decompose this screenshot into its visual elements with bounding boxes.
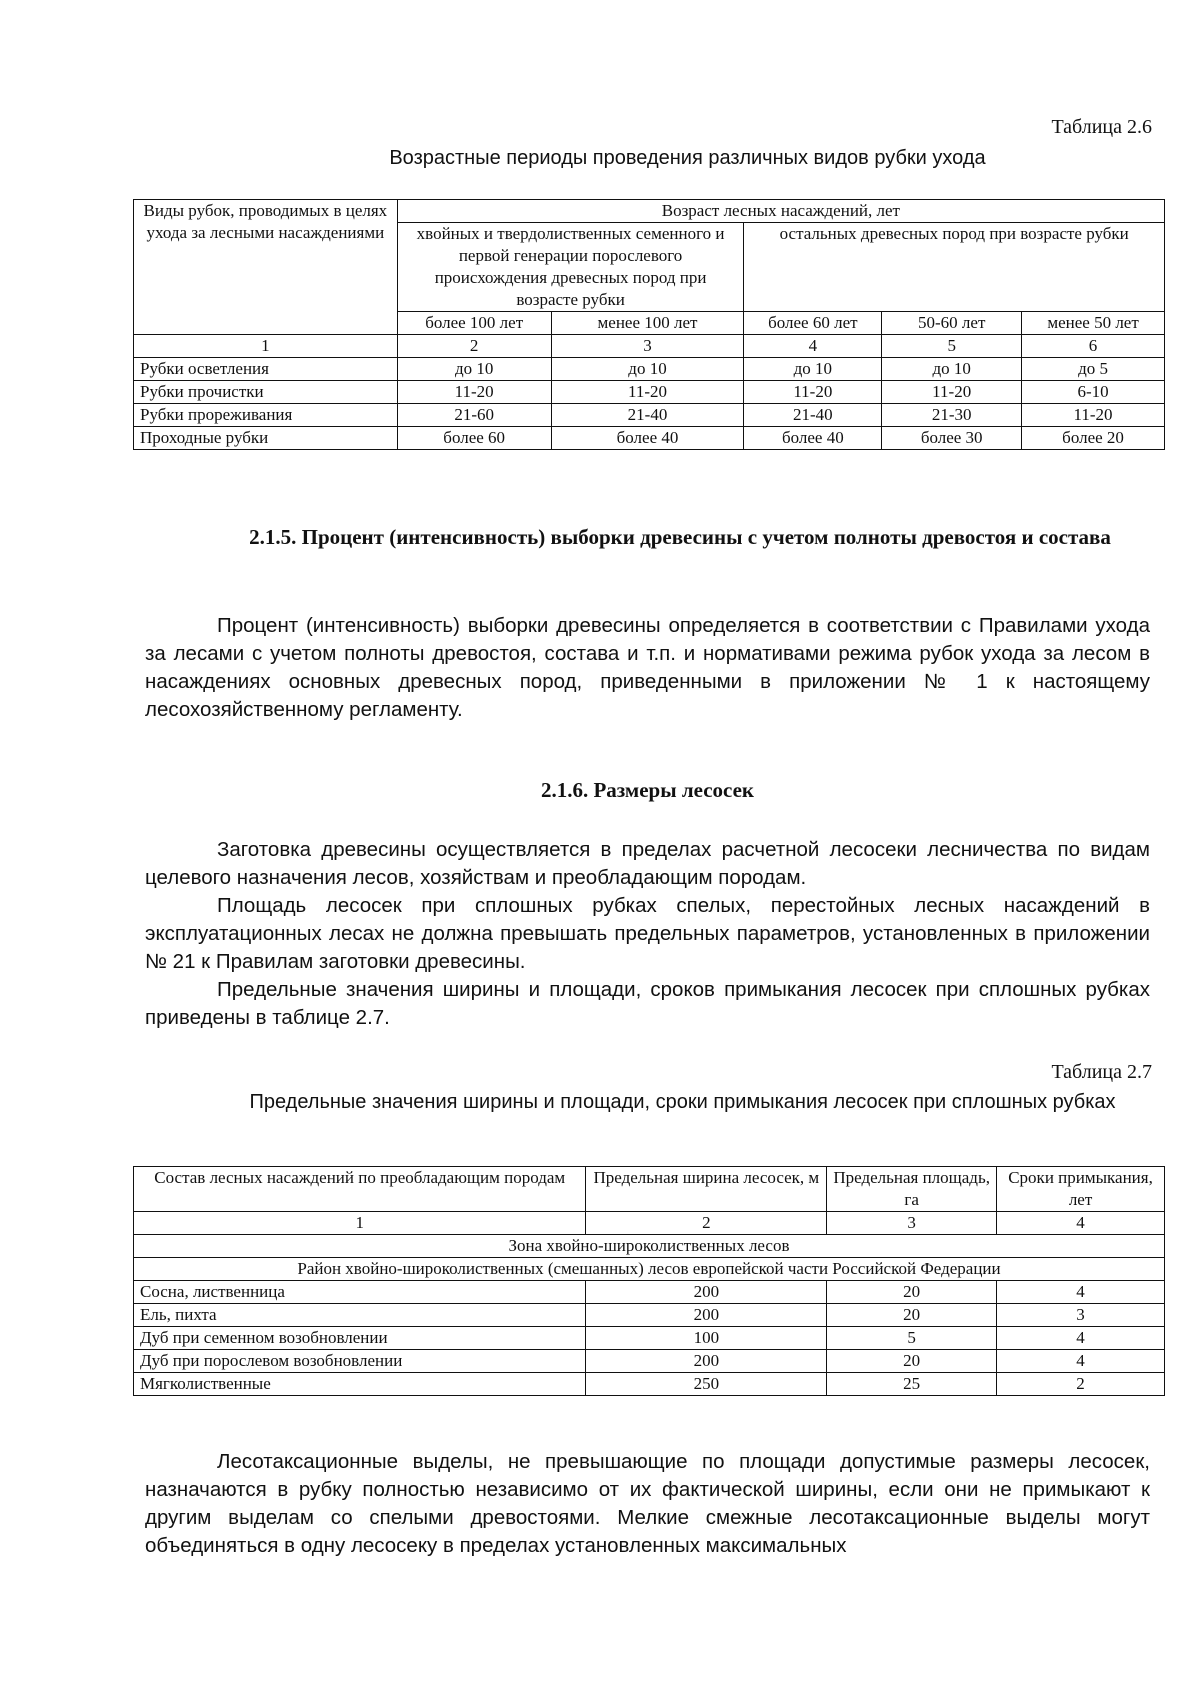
t26-header-c5: 50-60 лет [882,312,1022,335]
table-row [134,1281,1165,1304]
table-2-7-label: Таблица 2.7 [1051,1061,1152,1083]
t27-cell: Мягколиственные [134,1373,586,1396]
t26-num: 3 [551,335,744,358]
t26-cell: 11-20 [1022,404,1165,427]
paragraph-text: Процент (интенсивность) выборки древесины определяется в соответствии с Правилами ухода за лесами с учетом полноты древостоя, состава и т.п. и нормативами режима рубок ухода за лесом в насаждениях основных древесных пород, приведенными в приложении № 1 к настоящему лесохозяйственному регламенту. [145,614,1150,721]
t26-header-c3: менее 100 лет [551,312,744,335]
t26-cell: 11-20 [551,381,744,404]
t27-cell: 200 [586,1281,827,1304]
t26-number-row [134,335,1165,358]
t26-cell: до 10 [882,358,1022,381]
t27-cell: 3 [997,1304,1165,1327]
table-row [134,1327,1165,1350]
closing-paragraph [145,1448,1150,1560]
table-row [134,381,1165,404]
t27-cell: 2 [997,1373,1165,1396]
t26-cell: до 10 [397,358,551,381]
t27-cell: 200 [586,1350,827,1373]
t27-cell: 25 [827,1373,997,1396]
t26-cell: 6-10 [1022,381,1165,404]
t26-header-c2: более 100 лет [397,312,551,335]
t26-cell: более 40 [551,427,744,450]
t26-header-conifer: хвойных и твердолиственных семенного и первой генерации порослевого происхождения древесных пород при возрасте рубки [397,223,744,312]
t27-region-row: Район хвойно-широколиственных (смешанных) лесов европейской части Российской Федерации [134,1258,1165,1281]
table-2-6 [133,199,1165,450]
t26-cell: Проходные рубки [134,427,398,450]
table-row [134,1304,1165,1327]
section-2-1-5-paragraph [145,612,1150,724]
t26-header-kind: Виды рубок, проводимых в целях ухода за лесными насаждениями [134,200,398,335]
t27-zone-row: Зона хвойно-широколиственных лесов [134,1235,1165,1258]
section-2-1-6-paragraph-1 [145,836,1150,892]
t26-cell: более 60 [397,427,551,450]
t27-num: 2 [586,1212,827,1235]
t26-cell: более 40 [744,427,882,450]
t27-cell: 4 [997,1350,1165,1373]
section-2-1-5-heading: 2.1.5. Процент (интенсивность) выборки древесины с учетом полноты древостоя и состава [249,525,1111,549]
t26-cell: до 10 [551,358,744,381]
t27-header-composition: Состав лесных насаждений по преобладающим породам [134,1167,586,1212]
t26-cell: до 10 [744,358,882,381]
t26-cell: Рубки прочистки [134,381,398,404]
t27-cell: 20 [827,1281,997,1304]
t27-cell: 200 [586,1304,827,1327]
paragraph-text: Площадь лесосек при сплошных рубках спелых, перестойных лесных насаждений в эксплуатационных лесах не должна превышать предельных параметров, установленных в приложении № 21 к Правилам заготовки древесины. [145,894,1150,973]
t26-header-other: остальных древесных пород при возрасте рубки [744,223,1165,312]
t26-num: 1 [134,335,398,358]
t27-header-terms: Сроки примыкания, лет [997,1167,1165,1212]
t26-cell: до 5 [1022,358,1165,381]
t26-cell: Рубки прореживания [134,404,398,427]
table-2-7-title: Предельные значения ширины и площади, сроки примыкания лесосек при сплошных рубках [249,1091,1116,1113]
paragraph-text: Лесотаксационные выделы, не превышающие по площади допустимые размеры лесосек, назначаются в рубку полностью независимо от их фактической ширины, если они не примыкают к другим выделам со спелыми древостоями. Мелкие смежные лесотаксационные выделы могут объединяться в одну лесосеку в пределах установленных максимальных [145,1450,1150,1557]
table-row [134,1373,1165,1396]
t26-cell: более 30 [882,427,1022,450]
t27-cell: Дуб при семенном возобновлении [134,1327,586,1350]
table-row [134,1350,1165,1373]
t26-num: 4 [744,335,882,358]
t27-cell: 100 [586,1327,827,1350]
t27-header-area: Предельная площадь, га [827,1167,997,1212]
t26-num: 5 [882,335,1022,358]
t27-cell: 250 [586,1373,827,1396]
t26-header-c6: менее 50 лет [1022,312,1165,335]
t26-cell: 21-40 [744,404,882,427]
t27-cell: 4 [997,1327,1165,1350]
table-2-7 [133,1166,1165,1396]
section-2-1-6-paragraph-2 [145,892,1150,976]
t26-cell: 11-20 [744,381,882,404]
t27-num: 4 [997,1212,1165,1235]
t27-cell: 5 [827,1327,997,1350]
section-2-1-6-paragraph-3 [145,976,1150,1032]
t27-header-width: Предельная ширина лесосек, м [586,1167,827,1212]
t27-num: 3 [827,1212,997,1235]
t26-cell: 21-60 [397,404,551,427]
t26-cell: 11-20 [397,381,551,404]
t26-num: 6 [1022,335,1165,358]
t27-cell: Сосна, лиственница [134,1281,586,1304]
t27-cell: Дуб при порослевом возобновлении [134,1350,586,1373]
table-row [134,358,1165,381]
t26-header-age-group: Возраст лесных насаждений, лет [397,200,1164,223]
section-2-1-6-heading: 2.1.6. Размеры лесосек [540,778,755,802]
t26-num: 2 [397,335,551,358]
t26-cell: 11-20 [882,381,1022,404]
t26-cell: Рубки осветления [134,358,398,381]
table-2-6-title: Возрастные периоды проведения различных видов рубки ухода [389,147,986,169]
t27-number-row [134,1212,1165,1235]
table-row [134,427,1165,450]
t27-cell: 4 [997,1281,1165,1304]
t27-cell: 20 [827,1304,997,1327]
t26-header-c4: более 60 лет [744,312,882,335]
t27-cell: Ель, пихта [134,1304,586,1327]
t27-num: 1 [134,1212,586,1235]
t26-cell: 21-40 [551,404,744,427]
paragraph-text: Предельные значения ширины и площади, сроков примыкания лесосек при сплошных рубках приведены в таблице 2.7. [145,978,1150,1029]
t26-cell: 21-30 [882,404,1022,427]
table-2-6-label: Таблица 2.6 [1051,116,1152,138]
t27-cell: 20 [827,1350,997,1373]
paragraph-text: Заготовка древесины осуществляется в пределах расчетной лесосеки лесничества по видам целевого назначения лесов, хозяйствам и преобладающим породам. [145,838,1150,889]
t26-cell: более 20 [1022,427,1165,450]
table-row [134,404,1165,427]
